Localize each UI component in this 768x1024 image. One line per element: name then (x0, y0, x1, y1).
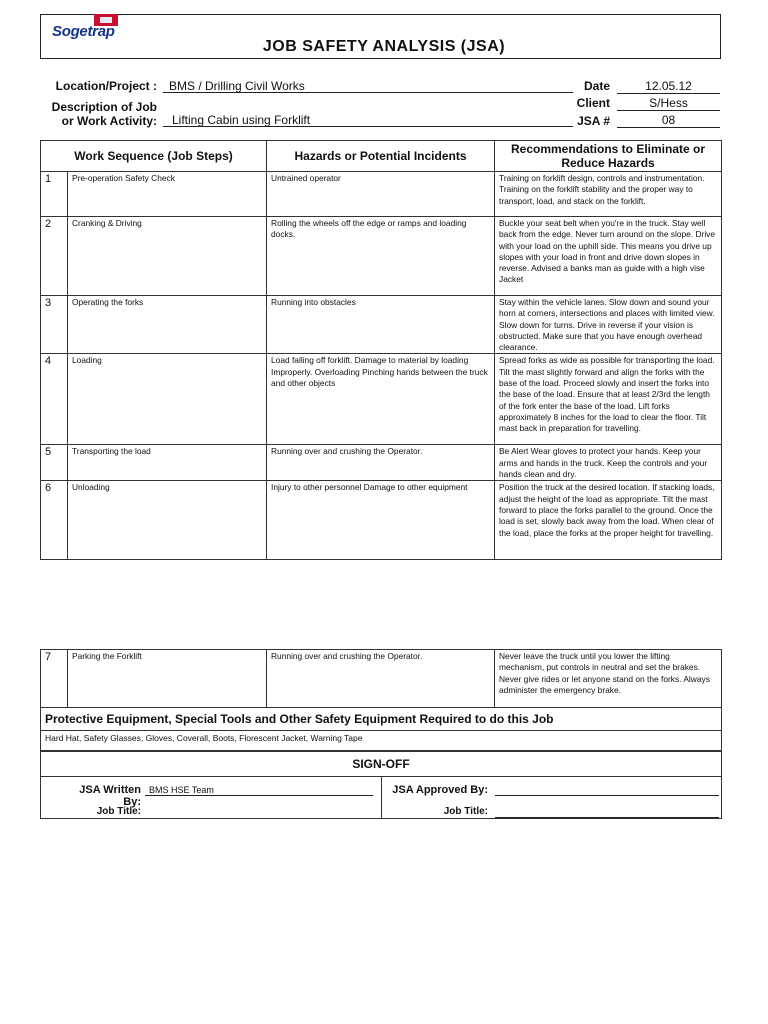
page-title: JOB SAFETY ANALYSIS (JSA) (262, 38, 506, 55)
description-field: Lifting Cabin using Forklift (163, 113, 573, 127)
client-field: S/Hess (617, 96, 720, 111)
ppe-header-row (41, 708, 722, 731)
step-recommendation: Stay within the vehicle lanes. Slow down and sound your horn at corners, intersections and places with limited view. Slow down for turns. Drive in reverse if your vision is obstructed. Make sure that you have enough overhead clearance. (495, 296, 722, 354)
job-title-label-left: Job Title: (96, 806, 141, 817)
table-row (41, 445, 722, 481)
step-description: Cranking & Driving (68, 217, 267, 296)
step-description: Pre-operation Safety Check (68, 172, 267, 217)
step-hazard: Untrained operator (267, 172, 495, 217)
signoff-right-cell (382, 777, 722, 819)
step-recommendation: Training on forklift design, controls and instrumentation. Training on the forklift stability and the proper way to transport, load, and stack on the forklift. (495, 172, 722, 217)
step-number: 1 (41, 172, 68, 217)
ppe-value-row (41, 731, 722, 751)
step-hazard: Running over and crushing the Operator. (267, 445, 495, 481)
step-number: 7 (41, 650, 68, 708)
table-row (41, 481, 722, 560)
ppe-value: Hard Hat, Safety Glasses, Gloves, Coverall, Boots, Florescent Jacket, Warning Tape (41, 731, 722, 751)
step-recommendation: Buckle your seat belt when you're in the truck. Stay well back from the edge. Never turn around on the slope. Drive with your load on the uphill side. This means you drive up slopes with your load in front and drive down slopes in reverse. Advised a banks man as guide with a high vise Jacket (495, 217, 722, 296)
written-by-label: JSA Written By: (79, 784, 141, 808)
step-number: 5 (41, 445, 68, 481)
col-header-hazards: Hazards or Potential Incidents (267, 141, 495, 172)
step-recommendation: Be Alert Wear gloves to protect your hands. Keep your arms and hands in the truck. Keep the controls and your hands clean and dry. (495, 445, 722, 481)
client-label: Client (576, 96, 610, 110)
signoff-left-cell (41, 777, 382, 819)
step-number: 4 (41, 354, 68, 445)
description-label-1: Description of Job (51, 100, 157, 114)
table-header-row (41, 141, 722, 172)
job-title-label-right: Job Title: (443, 806, 488, 817)
table-row (41, 650, 722, 708)
job-title-field-right (495, 805, 719, 818)
step-description: Operating the forks (68, 296, 267, 354)
step-number: 6 (41, 481, 68, 560)
ppe-header: Protective Equipment, Special Tools and Other Safety Equipment Required to do this Job (41, 708, 722, 731)
step-hazard: Rolling the wheels off the edge or ramps and loading docks. (267, 217, 495, 296)
company-logo (52, 14, 156, 40)
written-by-field: BMS HSE Team (145, 783, 373, 796)
step-number: 2 (41, 217, 68, 296)
date-field: 12.05.12 (617, 79, 720, 94)
step-description: Unloading (68, 481, 267, 560)
location-label: Location/Project : (55, 79, 157, 93)
col-header-work-sequence: Work Sequence (Job Steps) (41, 141, 267, 172)
date-label: Date (583, 79, 610, 93)
step-recommendation: Never leave the truck until you lower the lifting mechanism, put controls in neutral and set the brakes. Never give rides or let anyone stand on the forks. Always administer the emergency brake. (495, 650, 722, 708)
step-hazard: Injury to other personnel Damage to other equipment (267, 481, 495, 560)
step-recommendation: Position the truck at the desired location. If stacking loads, adjust the height of the load as appropriate. Tilt the mast forward to place the forks parallel to the ground. Once the load is set, slowly back away from the load. When clear of the load, place the forks at the proper height for travelling. (495, 481, 722, 560)
signoff-header-row (41, 752, 722, 777)
approved-by-field (495, 783, 719, 796)
step-recommendation: Spread forks as wide as possible for transporting the load. Tilt the mast slightly forward and align the forks with the base of the load. Proceed slowly and insert the forks into the base of the load. Ensure that at least 2/3rd the length of the fork enter the base of the load. Lift forks approximately 8 inches for the load to clear the floor. Tilt mast back in preparation for travelling. (495, 354, 722, 445)
step-description: Loading (68, 354, 267, 445)
col-header-recommendations: Recommendations to Eliminate or Reduce Hazards (495, 141, 722, 172)
table-row (41, 354, 722, 445)
step-description: Transporting the load (68, 445, 267, 481)
step-hazard: Running over and crushing the Operator. (267, 650, 495, 708)
logo-text: Sogetrap (52, 23, 115, 40)
signoff-row (41, 777, 722, 819)
location-field: BMS / Drilling Civil Works (163, 79, 573, 93)
table-row (41, 172, 722, 217)
step-hazard: Running into obstacles (267, 296, 495, 354)
step-number: 3 (41, 296, 68, 354)
jsa-number-label: JSA # (577, 114, 610, 128)
step-description: Parking the Forklift (68, 650, 267, 708)
jsa-number-field: 08 (617, 113, 720, 128)
table-row (41, 296, 722, 354)
table-row (41, 217, 722, 296)
step-hazard: Load falling off forklift. Damage to material by loading Improperly. Overloading Pinching hands between the truck and other objects (267, 354, 495, 445)
signoff-table (40, 751, 722, 819)
jsa-table-continued (40, 649, 722, 751)
description-label-2: or Work Activity: (61, 114, 157, 128)
signoff-header: SIGN-OFF (41, 752, 722, 777)
jsa-table (40, 140, 722, 560)
approved-by-label: JSA Approved By: (392, 784, 488, 796)
